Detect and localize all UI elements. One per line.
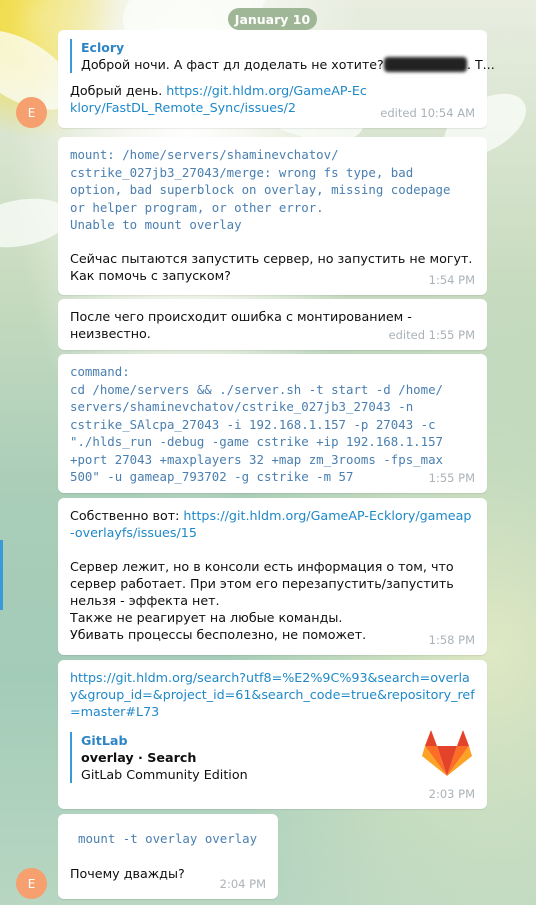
preview-site-name: GitLab [81,733,128,748]
reply-author: Eclory [81,40,125,55]
message-time: 2:03 PM [428,787,475,801]
message-link[interactable]: https://git.hldm.org/GameAP-Ecklory/gameap-overlayfs/issues/15 [70,508,472,540]
code-block: mount: /home/servers/shaminevchatov/ cstrike_027jb3_27043/merge: wrong fs type, bad option, bad superblock on overlay, missing codepage or helper program, or other error. Unable to mount overlay [70,147,451,232]
message-text: После чего происходит ошибка с монтированием - неизвестно. [70,309,412,341]
preview-description: GitLab Community Edition [81,767,248,782]
avatar[interactable]: E [16,97,47,128]
date-separator: January 10 [228,8,317,30]
message-bubble[interactable] [58,299,487,350]
selection-accent-bar [0,540,3,610]
preview-title: overlay · Search [81,750,197,765]
reply-quote[interactable] [70,39,495,73]
message-text: Собственно вот: https://git.hldm.org/GameAP-Ecklory/gameap-overlayfs/issues/15 [70,508,472,540]
message-time: 1:58 PM [428,633,475,647]
message-bubble[interactable] [58,137,487,295]
reply-text: Доброй ночи. А фаст дл доделать не хотите?8000 рублей. Т... [81,57,495,72]
message-time: 2:04 PM [219,877,266,891]
message-time: 1:54 PM [428,273,475,287]
code-block: command: cd /home/servers && ./server.sh -t start -d /home/ servers/shaminevchatov/cstrike_027jb3_27043 -n cstrike_SAlcpa_27043 -i 192.168.1.157 -p 27043 -c "./hlds_run -debug -game cstrike +ip 192.168.1.157 +port 27043 +maxplayers 32 +map zm_3rooms -fps_max 500" -u gameap_793702 -g cstrike -m 57 [70,364,443,484]
code-block: mount -t overlay overlay [78,831,258,846]
message-bubble[interactable] [58,660,487,809]
message-bubble[interactable] [58,498,487,655]
message-bubble[interactable] [58,354,487,493]
message-text: Сейчас пытаются запустить сервер, но запустить не могут. Как помочь с запуском? [70,250,473,283]
avatar[interactable]: E [16,868,47,899]
message-time: 1:55 PM [428,471,475,485]
message-text: Почему дважды? [70,865,185,881]
message-bubble[interactable] [58,30,495,128]
message-link[interactable]: https://git.hldm.org/search?utf8=%E2%9C%93&search=overlay&group_id=&project_id=61&search_code=true&repository_ref=master#L73 [70,670,475,719]
message-link[interactable]: https://git.hldm.org/GameAP-Ecklory/FastDL_Remote_Sync/issues/2 [70,83,367,115]
redacted-text: 8000 рублей [383,57,467,72]
gitlab-logo-icon [421,730,473,778]
message-text: Сервер лежит, но в консоли есть информация о том, что сервер работает. При этом его перезапустить/запустить нельзя - эффекта нет. Также не реагирует на любые команды. Убивать процессы бесполезно, не поможет. [70,559,454,642]
message-text: Добрый день. https://git.hldm.org/GameAP-Ecklory/FastDL_Remote_Sync/issues/2 [70,83,367,115]
message-time: edited 1:55 PM [388,328,475,342]
link-preview[interactable] [70,732,475,783]
message-time: edited 10:54 AM [380,106,475,120]
message-bubble[interactable] [58,814,278,899]
